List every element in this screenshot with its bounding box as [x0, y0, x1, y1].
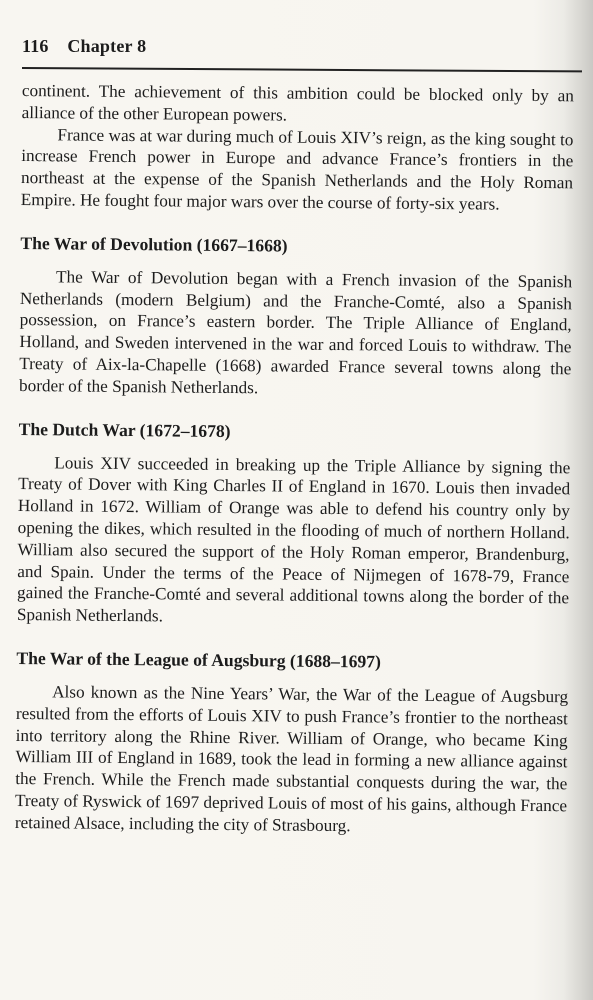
paragraph-louis-wars: France was at war during much of Louis XIV’s reign, as the king sought to increase French power in Europe and advance France’s frontiers in the northeast at the expense of the Spanish Netherlands and the Holy Roman Empire. He fought four major wars over the course of forty-six years. [20, 124, 574, 214]
page-number: 116 [22, 36, 49, 56]
page-body [15, 80, 574, 839]
header-rule [22, 67, 582, 72]
section-text-war-of-devolution: The War of Devolution began with a French invasion of the Spanish Netherlands (modern Belgium) and the Franche-Comté, also a Spanish possession, on France’s eastern border. The Triple Alliance of England, Holland, and Sweden intervened in the war and forced Louis to withdraw. The Treaty of Aix-la-Chapelle (1668) awarded France several towns along the border of the Spanish Netherlands. [18, 267, 573, 398]
paragraph-continued: continent. The achievement of this ambition could be blocked only by an alliance of the other European powers. [21, 80, 574, 125]
section-text-dutch-war: Louis XIV succeeded in breaking up the Triple Alliance by signing the Treaty of Dover with King Charles II of England in 1670. Louis then invaded Holland in 1672. William of Orange was able to defend his country only by opening the dikes, which resulted in the flooding of much of northern Holland. William also secured the support of the Holy Roman emperor, Brandenburg, and Spain. Under the terms of the Peace of Nijmegen of 1678-79, France gained the Franche-Comté and several additional towns along the border of the Spanish Netherlands. [16, 452, 571, 626]
running-head [22, 36, 146, 57]
section-heading-war-of-devolution: The War of Devolution (1667–1668) [20, 232, 288, 256]
chapter-title: Chapter 8 [67, 36, 147, 56]
section-heading-dutch-war: The Dutch War (1672–1678) [18, 418, 231, 441]
section-heading-league-of-augsburg: The War of the League of Augsburg (1688–1697) [16, 647, 381, 672]
section-text-league-of-augsburg: Also known as the Nine Years’ War, the War of the League of Augsburg resulted from the efforts of Louis XIV to push France’s frontier to the northeast into territory along the Rhine River. William of Orange, who became King William III of England in 1689, took the lead in forming a new alliance against the French. While the French made substantial conquests during the war, the Treaty of Ryswick of 1697 deprived Louis of most of his gains, although France retained Alsace, including the city of Strasbourg. [14, 682, 569, 835]
